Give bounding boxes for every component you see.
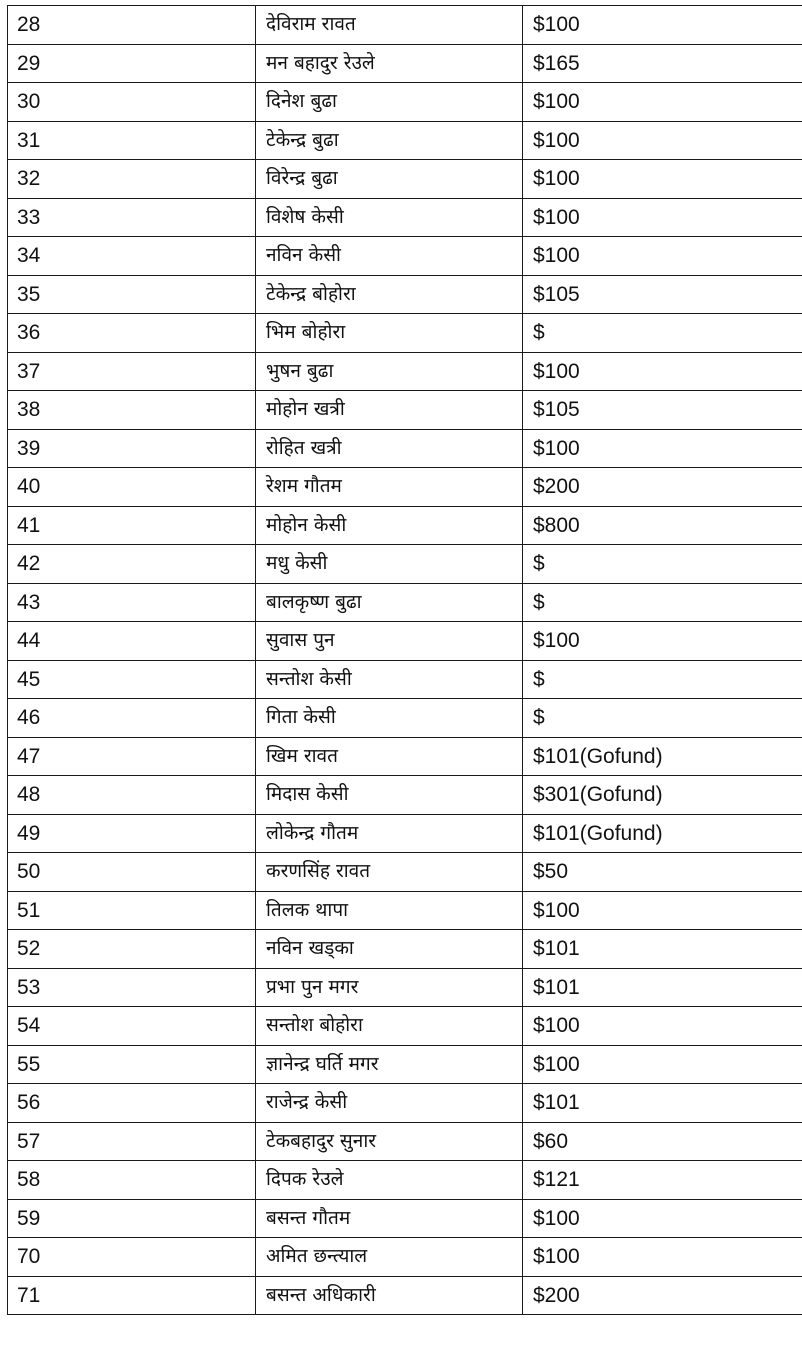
- amount-cell: $: [523, 660, 802, 699]
- donor-name-cell: नविन केसी: [256, 237, 523, 276]
- donor-name-cell: देविराम रावत: [256, 6, 523, 45]
- amount-cell: $800: [523, 506, 802, 545]
- amount-cell: $121: [523, 1161, 802, 1200]
- amount-cell: $165: [523, 44, 802, 83]
- table-row: [8, 83, 802, 122]
- table-row: [8, 776, 802, 815]
- row-number-cell: 50: [8, 853, 256, 892]
- amount-cell: $200: [523, 1276, 802, 1315]
- table-row: [8, 391, 802, 430]
- table-row: [8, 622, 802, 661]
- amount-cell: $: [523, 545, 802, 584]
- donor-name-cell: करणसिंह रावत: [256, 853, 523, 892]
- table-row: [8, 314, 802, 353]
- row-number-cell: 29: [8, 44, 256, 83]
- row-number-cell: 31: [8, 121, 256, 160]
- donor-name-cell: खिम रावत: [256, 737, 523, 776]
- table-row: [8, 1007, 802, 1046]
- row-number-cell: 71: [8, 1276, 256, 1315]
- donor-name-cell: टेकेन्द्र बुढा: [256, 121, 523, 160]
- amount-cell: $100: [523, 237, 802, 276]
- donor-name-cell: नविन खड्का: [256, 930, 523, 969]
- table-row: [8, 506, 802, 545]
- amount-cell: $100: [523, 622, 802, 661]
- amount-cell: $50: [523, 853, 802, 892]
- row-number-cell: 43: [8, 583, 256, 622]
- table-row: [8, 1161, 802, 1200]
- table-row: [8, 968, 802, 1007]
- donor-name-cell: बसन्त अधिकारी: [256, 1276, 523, 1315]
- row-number-cell: 33: [8, 198, 256, 237]
- row-number-cell: 35: [8, 275, 256, 314]
- row-number-cell: 39: [8, 429, 256, 468]
- donor-name-cell: टेकेन्द्र बोहोरा: [256, 275, 523, 314]
- donor-name-cell: भुषन बुढा: [256, 352, 523, 391]
- row-number-cell: 34: [8, 237, 256, 276]
- donor-name-cell: भिम बोहोरा: [256, 314, 523, 353]
- row-number-cell: 52: [8, 930, 256, 969]
- row-number-cell: 36: [8, 314, 256, 353]
- donor-table-body: [8, 6, 802, 1315]
- donor-name-cell: सुवास पुन: [256, 622, 523, 661]
- table-row: [8, 583, 802, 622]
- donor-name-cell: राजेन्द्र केसी: [256, 1084, 523, 1123]
- table-row: [8, 891, 802, 930]
- amount-cell: $101: [523, 1084, 802, 1123]
- table-row: [8, 1276, 802, 1315]
- row-number-cell: 48: [8, 776, 256, 815]
- donor-name-cell: प्रभा पुन मगर: [256, 968, 523, 1007]
- donor-name-cell: बालकृष्ण बुढा: [256, 583, 523, 622]
- amount-cell: $100: [523, 1007, 802, 1046]
- amount-cell: $101: [523, 968, 802, 1007]
- table-row: [8, 275, 802, 314]
- amount-cell: $60: [523, 1122, 802, 1161]
- table-row: [8, 160, 802, 199]
- row-number-cell: 58: [8, 1161, 256, 1200]
- row-number-cell: 57: [8, 1122, 256, 1161]
- amount-cell: $101: [523, 930, 802, 969]
- row-number-cell: 47: [8, 737, 256, 776]
- donor-name-cell: रोहित खत्री: [256, 429, 523, 468]
- donor-name-cell: दिपक रेउले: [256, 1161, 523, 1200]
- donor-name-cell: तिलक थापा: [256, 891, 523, 930]
- donor-name-cell: मोहोन खत्री: [256, 391, 523, 430]
- donor-name-cell: लोकेन्द्र गाैतम: [256, 814, 523, 853]
- amount-cell: $: [523, 314, 802, 353]
- donor-name-cell: मोहोन केसी: [256, 506, 523, 545]
- row-number-cell: 53: [8, 968, 256, 1007]
- donor-table: [7, 5, 802, 1315]
- row-number-cell: 41: [8, 506, 256, 545]
- amount-cell: $: [523, 699, 802, 738]
- table-row: [8, 1238, 802, 1277]
- table-row: [8, 429, 802, 468]
- amount-cell: $200: [523, 468, 802, 507]
- donor-name-cell: अमित छन्त्याल: [256, 1238, 523, 1277]
- donor-name-cell: बसन्त गाैतम: [256, 1199, 523, 1238]
- table-row: [8, 44, 802, 83]
- row-number-cell: 59: [8, 1199, 256, 1238]
- donor-name-cell: मिदास केसी: [256, 776, 523, 815]
- amount-cell: $: [523, 583, 802, 622]
- amount-cell: $100: [523, 429, 802, 468]
- amount-cell: $100: [523, 1045, 802, 1084]
- table-row: [8, 468, 802, 507]
- amount-cell: $100: [523, 352, 802, 391]
- table-row: [8, 930, 802, 969]
- table-row: [8, 660, 802, 699]
- table-row: [8, 853, 802, 892]
- row-number-cell: 56: [8, 1084, 256, 1123]
- amount-cell: $100: [523, 121, 802, 160]
- row-number-cell: 42: [8, 545, 256, 584]
- amount-cell: $100: [523, 1238, 802, 1277]
- donor-name-cell: सन्तोश बोहोरा: [256, 1007, 523, 1046]
- amount-cell: $100: [523, 198, 802, 237]
- table-row: [8, 545, 802, 584]
- amount-cell: $100: [523, 1199, 802, 1238]
- row-number-cell: 44: [8, 622, 256, 661]
- table-row: [8, 1199, 802, 1238]
- donor-name-cell: विरेन्द्र बुढा: [256, 160, 523, 199]
- donor-name-cell: सन्तोश केसी: [256, 660, 523, 699]
- row-number-cell: 37: [8, 352, 256, 391]
- row-number-cell: 51: [8, 891, 256, 930]
- donor-name-cell: टेकबहादुर सुनार: [256, 1122, 523, 1161]
- donor-name-cell: विशेष केसी: [256, 198, 523, 237]
- row-number-cell: 28: [8, 6, 256, 45]
- donor-name-cell: ज्ञानेन्द्र घर्ति मगर: [256, 1045, 523, 1084]
- row-number-cell: 55: [8, 1045, 256, 1084]
- amount-cell: $101(Gofund): [523, 814, 802, 853]
- row-number-cell: 38: [8, 391, 256, 430]
- row-number-cell: 46: [8, 699, 256, 738]
- amount-cell: $100: [523, 891, 802, 930]
- amount-cell: $101(Gofund): [523, 737, 802, 776]
- row-number-cell: 40: [8, 468, 256, 507]
- table-row: [8, 1045, 802, 1084]
- table-row: [8, 814, 802, 853]
- row-number-cell: 54: [8, 1007, 256, 1046]
- donor-name-cell: दिनेश बुढा: [256, 83, 523, 122]
- table-row: [8, 1084, 802, 1123]
- row-number-cell: 32: [8, 160, 256, 199]
- amount-cell: $100: [523, 83, 802, 122]
- amount-cell: $301(Gofund): [523, 776, 802, 815]
- table-row: [8, 1122, 802, 1161]
- row-number-cell: 70: [8, 1238, 256, 1277]
- table-row: [8, 198, 802, 237]
- table-row: [8, 737, 802, 776]
- table-row: [8, 699, 802, 738]
- donor-name-cell: रेशम गाैतम: [256, 468, 523, 507]
- donor-name-cell: मधु केसी: [256, 545, 523, 584]
- table-row: [8, 121, 802, 160]
- amount-cell: $100: [523, 160, 802, 199]
- row-number-cell: 45: [8, 660, 256, 699]
- table-row: [8, 237, 802, 276]
- amount-cell: $100: [523, 6, 802, 45]
- table-row: [8, 6, 802, 45]
- donor-name-cell: गिता केसी: [256, 699, 523, 738]
- row-number-cell: 49: [8, 814, 256, 853]
- amount-cell: $105: [523, 391, 802, 430]
- row-number-cell: 30: [8, 83, 256, 122]
- donor-name-cell: मन बहादुर रेउले: [256, 44, 523, 83]
- table-row: [8, 352, 802, 391]
- amount-cell: $105: [523, 275, 802, 314]
